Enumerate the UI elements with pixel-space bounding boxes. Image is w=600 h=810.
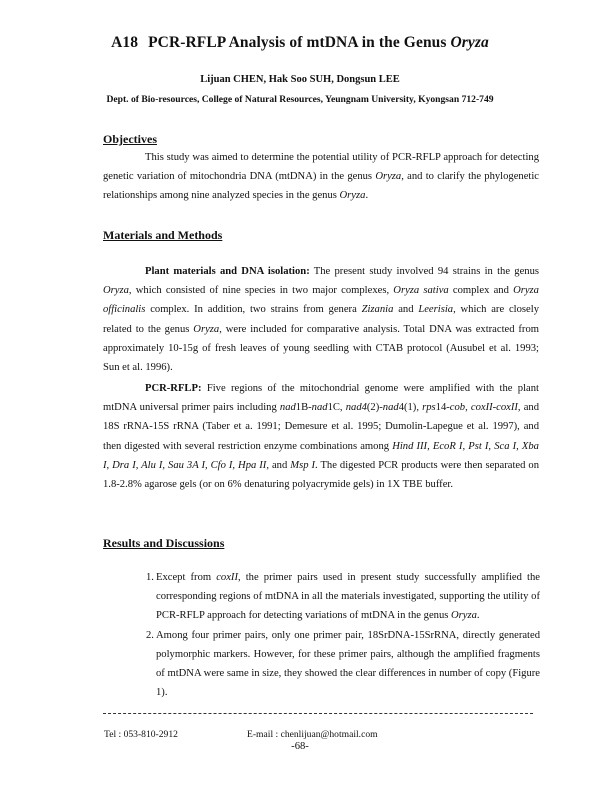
affiliation: Dept. of Bio-resources, College of Natural Resources, Yeungnam University, Kyongsan 712-749 [106,94,494,105]
list-item: 2. Among four primer pairs, only one primer pair, 18SrDNA-15SrRNA, directly generated polymorphic markers. However, for these primer pairs, although the amplified fragments of mtDNA were same in size, they showed the clear differences in number of copy (Figure 1). [146,629,540,699]
results-list [146,568,540,702]
title-genus: Oryza [450,34,489,51]
author-list: Lijuan CHEN, Hak Soo SUH, Dongsun LEE [200,74,400,85]
objectives-paragraph: This study was aimed to determine the potential utility of PCR-RFLP approach for detecting genetic variation of mitochondria DNA (mtDNA) in the genus Oryza, and to clarify the phylogenetic relationships among nine analyzed species in the genus Oryza. [103,152,540,202]
page-number: -68- [291,741,309,752]
objectives-heading: Objectives [103,132,157,146]
results-heading: Results and Discussions [103,536,225,550]
plant-materials-paragraph: Plant materials and DNA isolation: The present study involved 94 strains in the genus Oryza, which consisted of nine species in two major complexes, Oryza sativa complex and Oryza officinalis complex. In addition, two strains from genera Zizania and Leerisia, which are closely related to the genus Oryza, were included for comparative analysis. Total DNA was extracted from approximately 10-15g of fresh leaves of young seedling with CTAB protocol (Ausubel et al. 1993; Sun et al. 1996). [103,266,539,374]
footer-telephone: Tel : 053-810-2912 [104,729,178,740]
abstract-code: A18 [111,34,139,51]
footer-email: E-mail : chenlijuan@hotmail.com [247,729,378,740]
methods-heading: Materials and Methods [103,228,223,242]
pcr-rflp-paragraph: PCR-RFLP: Five regions of the mitochondrial genome were amplified with the plant mtDNA universal primer pairs including nad1B-nad1C, nad4(2)-nad4(1), rps14-cob, coxII-coxII, and 18S rRNA-15S rRNA (Taber et a. 1991; Demesure et al. 1995; Dumolin-Lapegue et al. 1997), and then digested with several restriction enzyme combinations among Hind III, EcoR I, Pst I, Sca I, Xba I, Dra I, Alu I, Sau 3A I, Cfo I, Hpa II, and Msp I. The digested PCR products were then separated on 1.8-2.8% agarose gels (or on 6% denaturing polyacrymide gels) in 1X TBE buffer. [103,383,540,491]
paper-title [0,34,600,52]
list-item: 1. Except from coxII, the primer pairs used in present study successfully amplified the corresponding regions of mtDNA in all the materials investigated, supporting the utility of PCR-RFLP approach for detecting variations of mtDNA in the genus Oryza. [146,572,540,622]
footer-divider [103,713,533,714]
title-text: PCR-RFLP Analysis of mtDNA in the Genus [148,34,451,51]
